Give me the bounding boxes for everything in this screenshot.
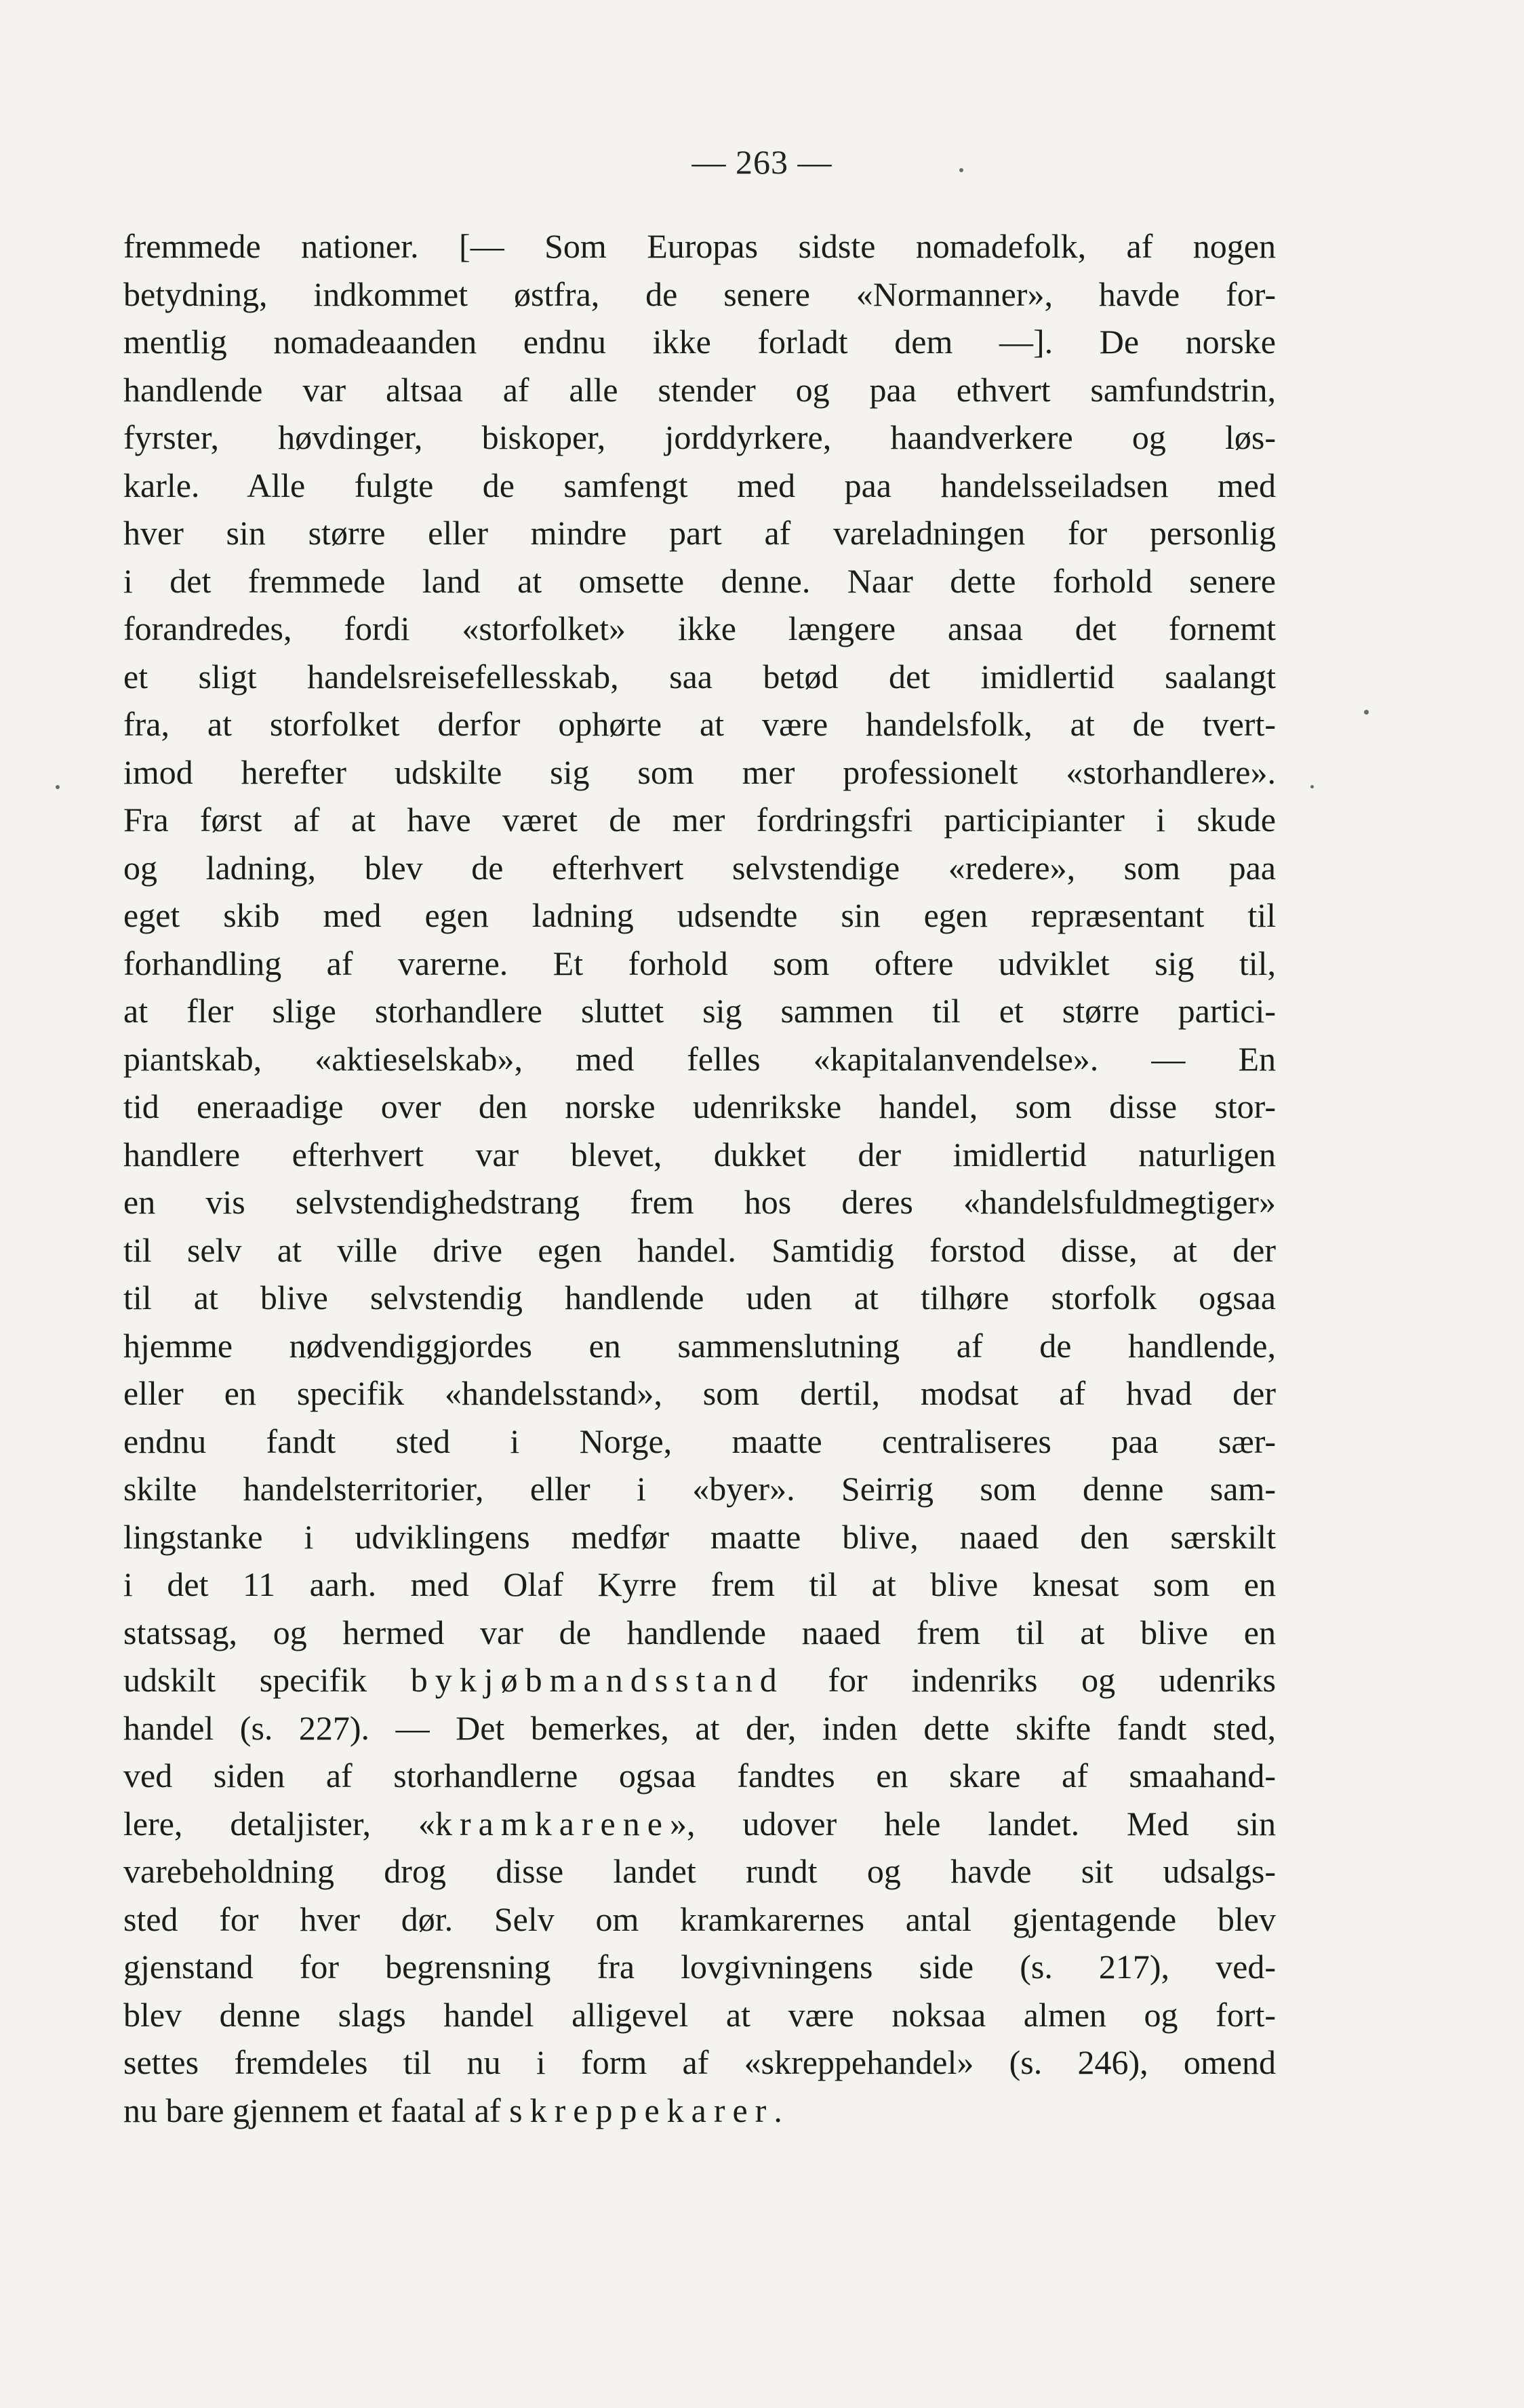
- text-line: fra, at storfolket derfor ophørte at være handelsfolk, at de tvert-: [123, 705, 1276, 743]
- text-run: for indenriks og udenriks: [784, 1661, 1276, 1699]
- spaced-term: kramkarene: [435, 1804, 670, 1843]
- text-line: en vis selvstendighedstrang frem hos deres «handelsfuldmegtiger»: [123, 1183, 1276, 1221]
- text-line: i det 11 aarh. med Olaf Kyrre frem til at blive knesat som en: [123, 1565, 1276, 1603]
- scan-speck: [1364, 710, 1369, 715]
- text-line: Fra først af at have været de mer fordringsfri participianter i skude: [123, 801, 1276, 839]
- text-line: gjenstand for begrensning fra lovgivningens side (s. 217), ved-: [123, 1948, 1276, 1986]
- spaced-term: skreppekarer: [509, 2091, 774, 2129]
- body-text: [123, 222, 1276, 2134]
- text-run: », udover hele landet. Med sin: [669, 1804, 1276, 1843]
- text-line: [123, 1656, 1276, 1704]
- text-line: [123, 2087, 1276, 2135]
- text-line: settes fremdeles til nu i form af «skreppehandel» (s. 246), omend: [123, 2043, 1276, 2081]
- spaced-term: bykjøbmandsstand: [410, 1661, 784, 1699]
- text-line: handlere efterhvert var blevet, dukket der imidlertid naturligen: [123, 1135, 1276, 1173]
- text-line: sted for hver dør. Selv om kramkarernes antal gjentagende blev: [123, 1900, 1276, 1938]
- text-line: [123, 1800, 1276, 1848]
- text-line: hver sin større eller mindre part af vareladningen for personlig: [123, 514, 1276, 552]
- text-line: i det fremmede land at omsette denne. Naar dette forhold senere: [123, 561, 1276, 600]
- text-line: statssag, og hermed var de handlende naaed frem til at blive en: [123, 1613, 1276, 1651]
- text-line: fremmede nationer. [— Som Europas sidste nomadefolk, af nogen: [123, 227, 1276, 265]
- text-line: blev denne slags handel alligevel at være noksaa almen og fort-: [123, 1995, 1276, 2034]
- text-run: nu bare gjennem et faatal af: [123, 2091, 510, 2129]
- text-line: eller en specifik «handelsstand», som dertil, modsat af hvad der: [123, 1374, 1276, 1412]
- text-run: .: [774, 2091, 782, 2129]
- text-line: til selv at ville drive egen handel. Samtidig forstod disse, at der: [123, 1230, 1276, 1269]
- text-line: varebeholdning drog disse landet rundt og havde sit udsalgs-: [123, 1852, 1276, 1890]
- text-line: karle. Alle fulgte de samfengt med paa handelsseiladsen med: [123, 466, 1276, 504]
- text-line: handel (s. 227). — Det bemerkes, at der, inden dette skifte fandt sted,: [123, 1708, 1276, 1747]
- text-line: mentlig nomadeaanden endnu ikke forladt dem —]. De norske: [123, 323, 1276, 361]
- page-number: — 263 —: [691, 143, 833, 181]
- text-line: og ladning, blev de efterhvert selvstendige «redere», som paa: [123, 848, 1276, 887]
- text-line: lingstanke i udviklingens medfør maatte blive, naaed den særskilt: [123, 1517, 1276, 1556]
- text-line: at fler slige storhandlere sluttet sig sammen til et større partici-: [123, 992, 1276, 1030]
- text-line: tid eneraadige over den norske udenrikske handel, som disse stor-: [123, 1087, 1276, 1125]
- text-line: ved siden af storhandlerne ogsaa fandtes en skare af smaahand-: [123, 1757, 1276, 1794]
- text-line: betydning, indkommet østfra, de senere «Normanner», havde for-: [123, 275, 1276, 313]
- scan-speck: [959, 168, 963, 172]
- text-run: udskilt specifik: [123, 1661, 411, 1699]
- text-line: forandredes, fordi «storfolket» ikke længere ansaa det fornemt: [123, 609, 1276, 647]
- text-line: til at blive selvstendig handlende uden at tilhøre storfolk ogsaa: [123, 1279, 1276, 1317]
- text-line: imod herefter udskilte sig som mer professionelt «storhandlere».: [123, 752, 1276, 791]
- text-run: lere, detaljister, «: [123, 1804, 435, 1843]
- text-line: et sligt handelsreisefellesskab, saa betød det imidlertid saalangt: [123, 657, 1276, 696]
- text-line: piantskab, «aktieselskab», med felles «kapitalanvendelse». — En: [123, 1039, 1276, 1078]
- text-line: handlende var altsaa af alle stender og paa ethvert samfundstrin,: [123, 370, 1276, 409]
- text-line: hjemme nødvendiggjordes en sammenslutning af de handlende,: [123, 1326, 1276, 1365]
- text-line: skilte handelsterritorier, eller i «byer». Seirrig som denne sam-: [123, 1470, 1276, 1508]
- text-line: forhandling af varerne. Et forhold som oftere udviklet sig til,: [123, 944, 1276, 982]
- scan-speck: [1310, 785, 1314, 788]
- text-line: endnu fandt sted i Norge, maatte centraliseres paa sær-: [123, 1422, 1276, 1460]
- text-line: eget skib med egen ladning udsendte sin egen repræsentant til: [123, 896, 1276, 934]
- text-line: fyrster, høvdinger, biskoper, jorddyrkere, haandverkere og løs-: [123, 418, 1276, 456]
- scan-speck: [56, 785, 60, 789]
